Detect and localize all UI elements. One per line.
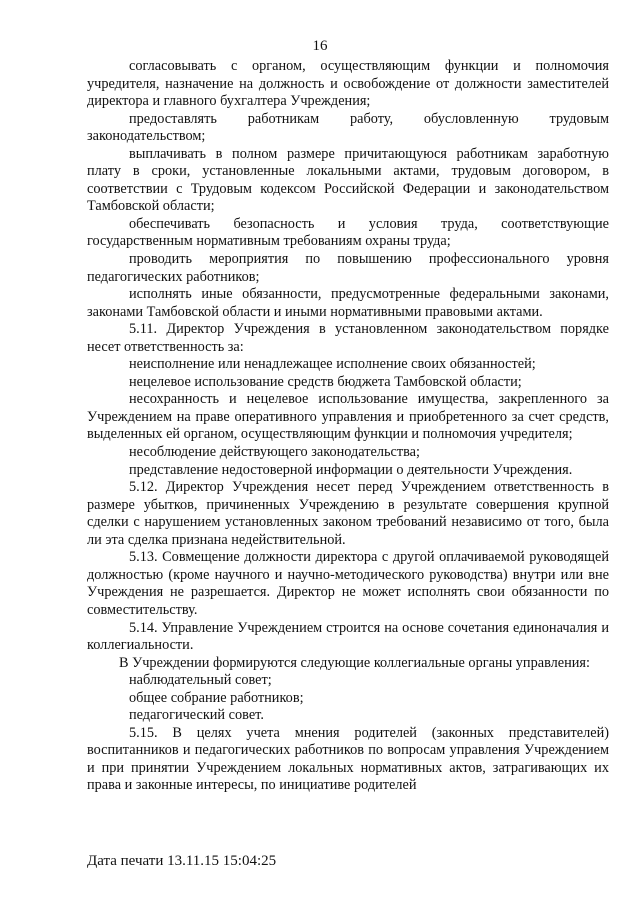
- paragraph: представление недостоверной информации о деятельности Учреждения.: [129, 461, 573, 478]
- paragraph: общее собрание работников;: [129, 689, 304, 706]
- paragraph: 5.12. Директор Учреждения несет перед Учреждением ответственность в размере убытков, причиненных Учреждению в результате совершения крупной сделки с нарушением установленных законом требований независимо от того, была ли эта сделка признана недействительной.: [87, 479, 609, 548]
- paragraph: согласовывать с органом, осуществляющим функции и полномочия учредителя, назначение на должность и освобождение от должности заместителей директора и главного бухгалтера Учреждения;: [87, 58, 609, 110]
- paragraph: несохранность и нецелевое использование имущества, закрепленного за Учреждением на праве оперативного управления и приобретенного за счет средств, выделенных ей органом, осуществляющим функции и полномочия учредителя;: [87, 391, 609, 443]
- paragraph: 5.15. В целях учета мнения родителей (законных представителей) воспитанников и педагогических работников по вопросам управления Учреждением и при принятии Учреждением локальных нормативных актов, затрагивающих их права и законные интересы, по инициативе родителей: [87, 724, 609, 794]
- paragraph: нецелевое использование средств бюджета Тамбовской области;: [129, 373, 522, 390]
- page-number: 16: [312, 38, 328, 54]
- paragraph: предоставлять работникам работу, обусловленную трудовым законодательством;: [87, 110, 609, 145]
- paragraph: педагогический совет.: [129, 707, 264, 724]
- paragraph: 5.11. Директор Учреждения в установленном законодательством порядке несет ответственность за:: [87, 321, 609, 355]
- paragraph: В Учреждении формируются следующие коллегиальные органы управления:: [119, 654, 590, 671]
- paragraph: выплачивать в полном размере причитающуюся работникам заработную плату в сроки, установленные локальными актами, трудовым договором, в соответствии с Трудовым кодексом Российской Федерации и законодательством Тамбовской области;: [87, 145, 609, 215]
- paragraph: обеспечивать безопасность и условия труда, соответствующие государственным нормативным требованиям охраны труда;: [87, 215, 609, 250]
- paragraph: 5.14. Управление Учреждением строится на основе сочетания единоначалия и коллегиальности.: [87, 619, 609, 654]
- paragraph: несоблюдение действующего законодательства;: [129, 444, 420, 461]
- paragraph: проводить мероприятия по повышению профессионального уровня педагогических работников;: [87, 251, 609, 285]
- paragraph: 5.13. Совмещение должности директора с другой оплачиваемой руководящей должностью (кроме научного и научно-методического руководства) внутри или вне Учреждения не разрешается. Директор не может исполнять свои обязанности по совместительству.: [87, 549, 609, 618]
- paragraph: наблюдательный совет;: [129, 672, 272, 689]
- paragraph: исполнять иные обязанности, предусмотренные федеральными законами, законами Тамбовской области и иными нормативными правовыми актами.: [87, 286, 609, 320]
- paragraph: неисполнение или ненадлежащее исполнение своих обязанностей;: [129, 356, 536, 373]
- print-date-footer: Дата печати 13.11.15 15:04:25: [87, 853, 277, 869]
- document-body: [87, 58, 609, 795]
